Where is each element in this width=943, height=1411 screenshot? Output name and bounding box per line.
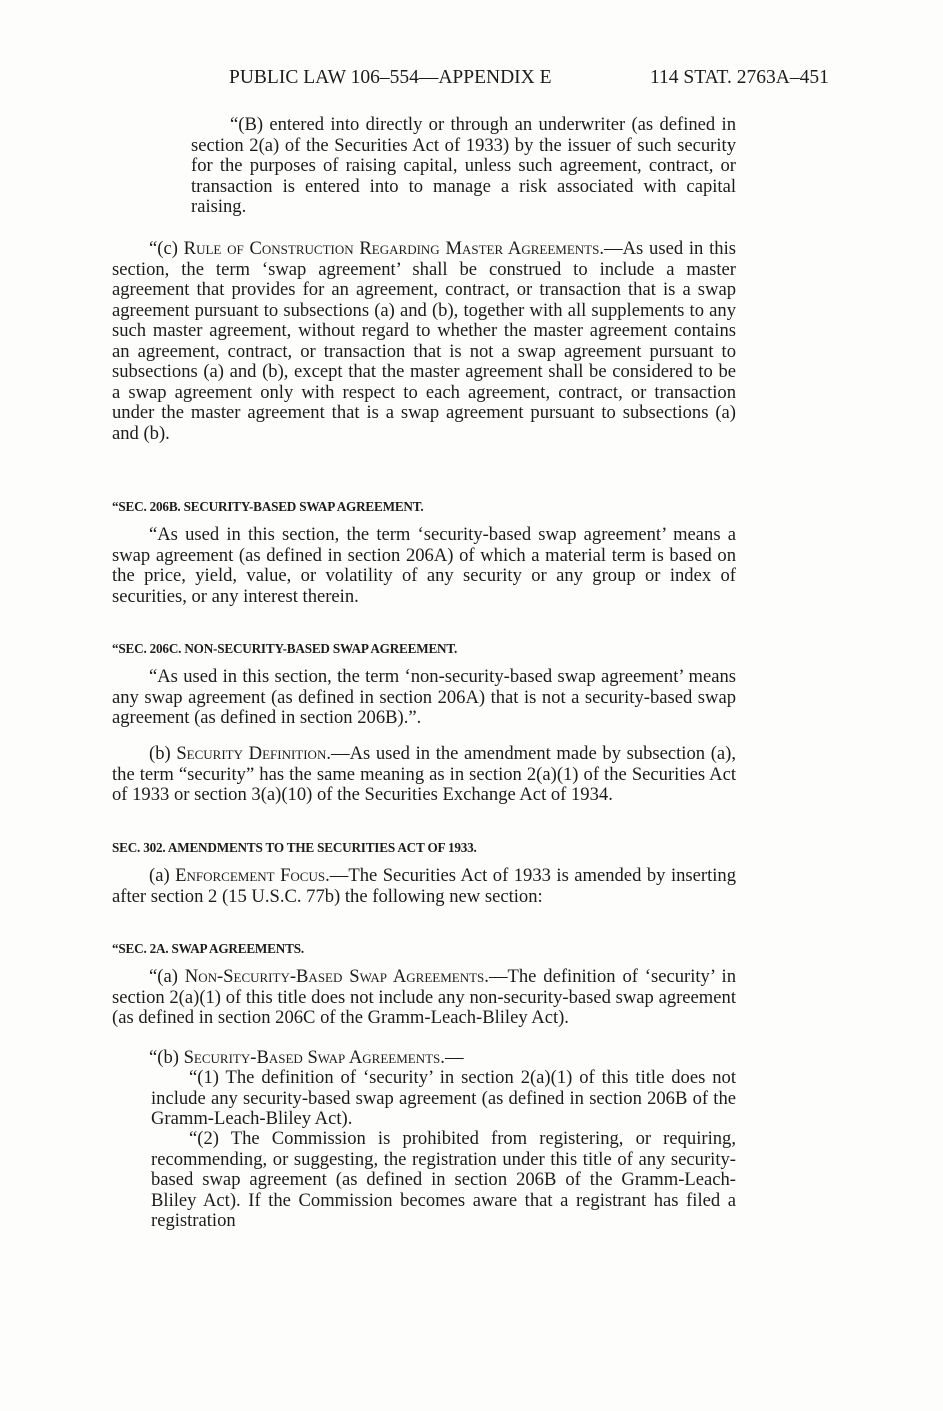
paragraph-2a-b-label: “(b)	[149, 1047, 179, 1068]
header-title: PUBLIC LAW 106–554—APPENDIX E	[229, 67, 552, 88]
paragraph-2a-a-text: —The definition of ‘security’ in section 2(a)(1) of this title does not include any non-security-based swap agreement (as defined in section 206C of the Gramm-Leach-Bliley Act).	[112, 966, 736, 1028]
section-206b-heading: “SEC. 206B. SECURITY-BASED SWAP AGREEMENT.	[112, 499, 424, 514]
paragraph-enforcement-focus	[112, 866, 736, 907]
section-206c-text: “As used in this section, the term ‘non-security-based swap agreement’ means any swap agreement (as defined in section 206A) that is not a security-based swap agreement (as defined in section 206B).”.	[112, 666, 736, 728]
section-206b-text: “As used in this section, the term ‘security-based swap agreement’ means a swap agreement (as defined in section 206A) of which a material term is based on the price, yield, value, or volatility of any security or any group or index of securities, or any interest therein.	[112, 524, 736, 607]
enforcement-focus-label: (a)	[149, 865, 170, 886]
paragraph-c-text: —As used in this section, the term ‘swap agreement’ shall be construed to include a master agreement that provides for an agreement, contract, or transaction that is a swap agreement pursuant to subsections (a) and (b), together with all supplements to any such master agreement, without regard to whether the master agreement contains an agreement, contract, or transaction that is not a swap agreement pursuant to subsections (a) and (b), except that the master agreement shall be considered to be a swap agreement only with respect to each agreement, contract, or transaction under the master agreement that is a swap agreement pursuant to subsections (a) and (b).	[112, 238, 736, 444]
section-206c-heading: “SEC. 206C. NON-SECURITY-BASED SWAP AGREEMENT.	[112, 641, 458, 656]
paragraph-2a-a-heading: Non-Security-Based Swap Agreements.	[184, 966, 489, 987]
running-header	[229, 66, 879, 90]
paragraph-2a-b-1: “(1) The definition of ‘security’ in section 2(a)(1) of this title does not include any security-based swap agreement (as defined in section 206B of the Gramm-Leach-Bliley Act).	[151, 1067, 736, 1129]
enforcement-focus-heading: Enforcement Focus.	[175, 865, 330, 886]
security-definition-text: —As used in the amendment made by subsection (a), the term “security” has the same meaning as in section 2(a)(1) of the Securities Act of 1933 or section 3(a)(10) of the Securities Exchange Act of 1934.	[112, 743, 736, 805]
security-definition-heading: Security Definition.	[176, 743, 331, 764]
section-2a-heading: “SEC. 2A. SWAP AGREEMENTS.	[112, 941, 304, 956]
paragraph-2a-b-heading: Security-Based Swap Agreements.	[183, 1047, 445, 1068]
paragraph-2a-b	[112, 1048, 736, 1069]
paragraph-c-heading: Rule of Construction Regarding Master Agreements.	[183, 238, 604, 259]
paragraph-b-underwriter: “(B) entered into directly or through an underwriter (as defined in section 2(a) of the Securities Act of 1933) by the issuer of such security for the purposes of raising capital, unless such agreement, contract, or transaction is entered into to manage a risk associated with capital raising.	[191, 114, 736, 217]
paragraph-2a-b-text: —	[444, 1047, 464, 1068]
paragraph-2a-a-label: “(a)	[149, 966, 178, 987]
paragraph-2a-a	[112, 967, 736, 1029]
paragraph-c-master-agreements	[112, 239, 736, 444]
section-302-heading: SEC. 302. AMENDMENTS TO THE SECURITIES ACT OF 1933.	[112, 840, 477, 855]
enforcement-focus-text: —The Securities Act of 1933 is amended by inserting after section 2 (15 U.S.C. 77b) the following new section:	[112, 865, 737, 907]
paragraph-2a-b-2: “(2) The Commission is prohibited from registering, or requiring, recommending, or suggesting, the registration under this title of any security-based swap agreement (as defined in section 206B of the Gramm-Leach-Bliley Act). If the Commission becomes aware that a registrant has filed a registration	[151, 1128, 736, 1231]
header-stat-citation: 114 STAT. 2763A–451	[650, 67, 829, 88]
security-definition-label: (b)	[149, 743, 171, 764]
paragraph-c-label: “(c)	[149, 238, 178, 259]
paragraph-security-definition	[112, 744, 736, 806]
